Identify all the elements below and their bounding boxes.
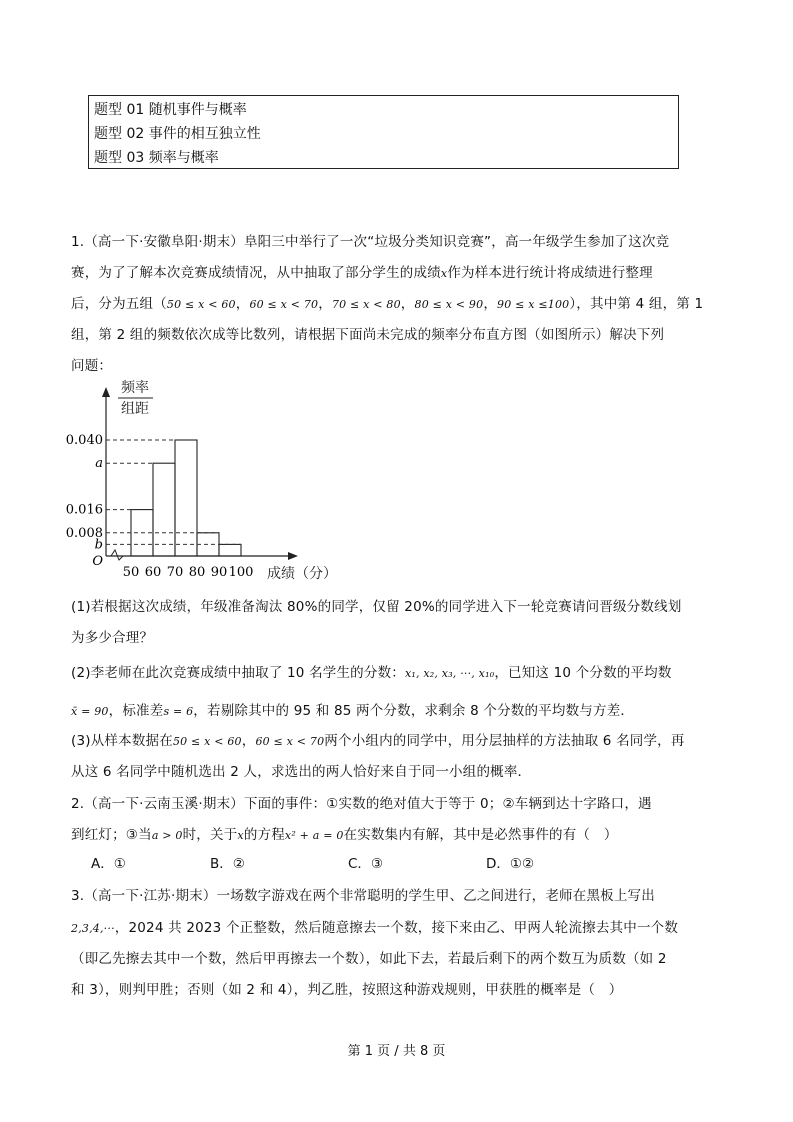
q3-line-2: 2,3,4,···，2024 共 2023 个正整数，然后随意擦去一个数，接下来由乙、甲两人轮流擦去其中一个数	[71, 920, 679, 936]
frequency-histogram	[60, 375, 360, 585]
q1-line-3: 后，分为五组（50 ≤ x < 60，60 ≤ x < 70，70 ≤ x < 80，80 ≤ x < 90，90 ≤ x ≤100），其中第 4 组，第 1	[71, 296, 704, 312]
histogram-bar-3	[175, 440, 197, 556]
type-1: 题型 01 随机事件与概率	[94, 102, 247, 118]
x-tick-label-3: 70	[166, 565, 184, 580]
type-2: 题型 02 事件的相互独立性	[94, 126, 261, 142]
x-tick-label-5: 90	[210, 565, 228, 580]
group-2: 60 ≤ x < 70	[249, 298, 319, 311]
y-tick-label-5: b	[94, 537, 103, 553]
q2-option-b[interactable]: B．②	[210, 856, 245, 872]
y-tick-label-4: 0.008	[65, 525, 103, 541]
score-sequence: x₁, x₂, x₃, ···, x₁₀	[404, 667, 495, 680]
q3-line-1: 3.（高一下·江苏·期末）一场数字游戏在两个非常聪明的学生甲、乙之间进行，老师在黑板上写出	[71, 888, 655, 904]
q2-option-d[interactable]: D．①②	[486, 856, 535, 872]
group-3: 70 ≤ x < 80	[331, 298, 401, 311]
q1-sub3-line-2: 从这 6 名同学中随机选出 2 人，求选出的两人恰好来自于同一小组的概率．	[71, 764, 532, 780]
origin-label: O	[92, 554, 103, 569]
mean-value: x̄ = 90	[71, 705, 109, 718]
q1-line-4: 组，第 2 组的频数依次成等比数列，请根据下面尚未完成的频率分布直方图（如图所示）解决下列	[71, 327, 665, 343]
y-label-numerator: 频率	[121, 380, 149, 396]
q2-option-a[interactable]: A．①	[91, 856, 126, 872]
y-tick-label-2: a	[95, 456, 103, 472]
q2-option-c[interactable]: C．③	[348, 856, 384, 872]
axis-break	[111, 550, 123, 560]
number-sequence: 2,3,4,···	[71, 922, 115, 935]
y-label-denominator: 组距	[121, 401, 149, 417]
q1-sub3-line-1: (3)从样本数据在50 ≤ x < 60，60 ≤ x < 70两个小组内的同学中，用分层抽样的方法抽取 6 名同学，再	[71, 733, 685, 749]
q1-sub1-line-2: 为多少合理？	[71, 630, 154, 646]
group-1: 50 ≤ x < 60	[166, 298, 236, 311]
q2-line-1: 2.（高一下·云南玉溪·期末）下面的事件：①实数的绝对值大于等于 0；②车辆到达十字路口，遇	[71, 796, 652, 812]
y-axis-arrow	[102, 387, 110, 397]
x-tick-label-2: 60	[144, 565, 162, 580]
q1-sub2-line-1: (2)李老师在此次竞赛成绩中抽取了 10 名学生的分数：x₁, x₂, x₃, ···, x₁₀，已知这 10 个分数的平均数	[71, 665, 672, 681]
q1-sub2-line-2: x̄ = 90，标准差s = 6，若剔除其中的 95 和 85 两个分数，求剩余 8 个分数的平均数与方差．	[71, 703, 635, 719]
x-axis-label: 成绩（分）	[267, 566, 337, 582]
group-5: 90 ≤ x ≤100	[497, 298, 570, 311]
page-footer: 第 1 页 / 共 8 页	[347, 1044, 446, 1059]
y-tick-label-3: 0.016	[65, 502, 103, 518]
q2-line-2: 到红灯；③当a > 0时，关于x的方程x² + a = 0在实数集内有解，其中是必然事件的有（ ）	[71, 827, 618, 843]
x-tick-label-4: 80	[188, 565, 206, 580]
x-axis-arrow	[288, 552, 298, 560]
x-tick-label-1: 50	[122, 565, 140, 580]
y-tick-label-1: 0.040	[65, 433, 103, 448]
q1-line-1: 1.（高一下·安徽阜阳·期末）阜阳三中举行了一次“垃圾分类知识竞赛”，高一年级学生参加了这次竞	[71, 234, 670, 250]
q3-line-4: 和 3），则判甲胜；否则（如 2 和 4），判乙胜，按照这种游戏规则，甲获胜的概率是（ ）	[71, 982, 623, 998]
type-3: 题型 03 频率与概率	[94, 150, 219, 166]
equation: x² + a = 0	[284, 829, 344, 842]
histogram-bar-2	[153, 463, 175, 556]
question-types-box	[88, 95, 679, 169]
q1-line-2: 赛，为了了解本次竞赛成绩情况，从中抽取了部分学生的成绩x作为样本进行统计将成绩进行整理	[71, 265, 653, 281]
x-tick-label-6: 100	[228, 565, 254, 580]
q1-sub1-line-1: (1)若根据这次成绩，年级准备淘汰 80%的同学，仅留 20%的同学进入下一轮竞赛请问晋级分数线划	[71, 599, 682, 615]
std-value: s = 6	[163, 705, 194, 718]
histogram-bar-5	[219, 544, 241, 556]
group-4: 80 ≤ x < 90	[414, 298, 484, 311]
q1-line-5: 问题：	[71, 358, 113, 374]
q3-line-3: （即乙先擦去其中一个数，然后甲再擦去一个数），如此下去，若最后剩下的两个数互为质数（如 2	[71, 951, 667, 967]
